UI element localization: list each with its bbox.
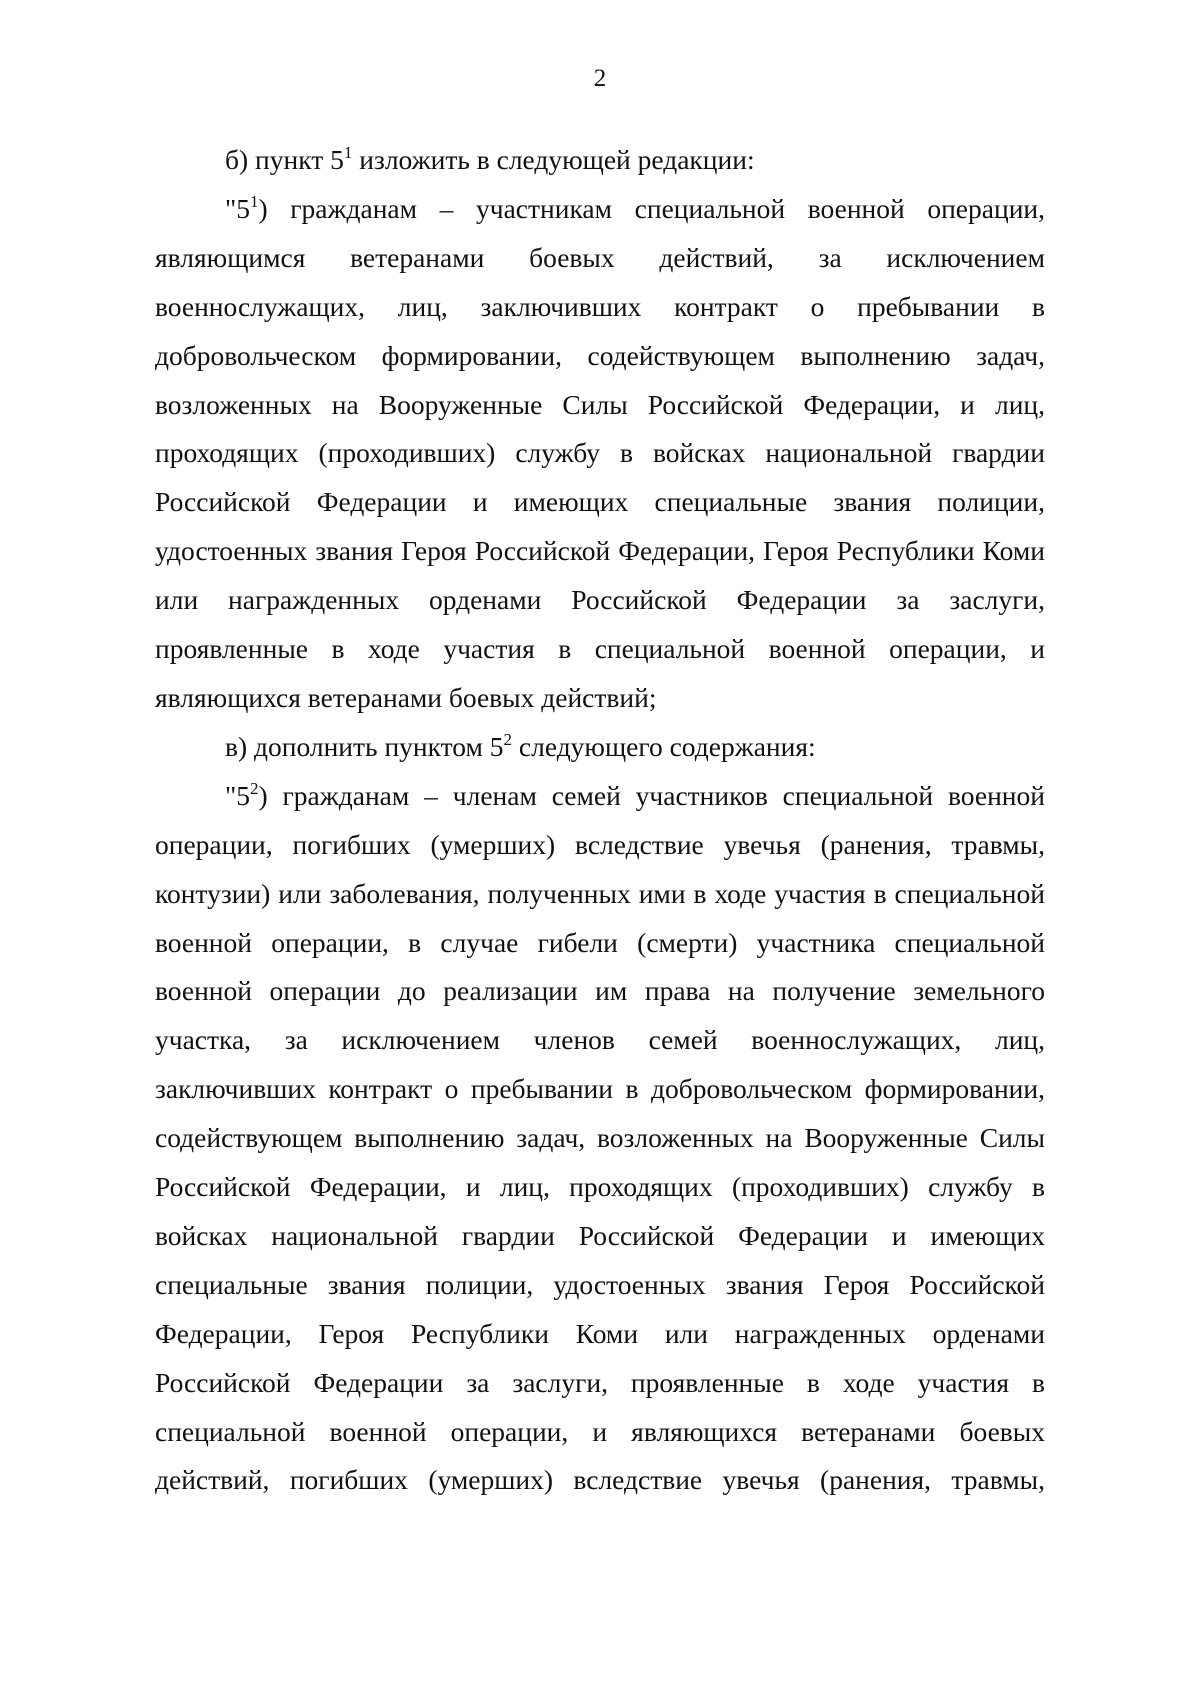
- superscript-2: 2: [503, 729, 513, 749]
- paragraph-b-intro-text: б) пункт 5: [225, 144, 344, 175]
- paragraph-item-5-2-number: "5: [225, 779, 250, 811]
- superscript-1: 1: [343, 143, 353, 162]
- paragraph-v-intro: [155, 723, 1045, 772]
- paragraph-v-intro-text-end: следующего содержания:: [512, 730, 816, 762]
- paragraph-item-5-1-number: "5: [225, 192, 250, 224]
- paragraph-v-intro-text: в) дополнить пунктом 5: [225, 730, 504, 762]
- paragraph-item-5-1-text: ) гражданам – участникам специальной военной операции, являющимся ветеранами боевых действий, за исключением военнослужащих, лиц, заключивших контракт о пребывании в добровольческом формировании, содействующем выполнению задач, возложенных на Вооруженные Силы Российской Федерации, и лиц, проходящих (проходивших) службу в войсках национальной гвардии Российской Федерации и имеющих специальные звания полиции, удостоенных звания Героя Российской Федерации, Героя Республики Коми или награжденных орденами Российской Федерации за заслуги, проявленные в ходе участия в специальной военной операции, и являющихся ветеранами боевых действий;: [155, 192, 1045, 713]
- paragraph-item-5-1: [155, 185, 1045, 723]
- paragraph-item-5-2-text: ) гражданам – членам семей участников специальной военной операции, погибших (умерших) вследствие увечья (ранения, травмы, контузии) или заболевания, полученных ими в ходе участия в специальной военной операции, в случае гибели (смерти) участника специальной военной операции до реализации им права на получение земельного участка, за исключением членов семей военнослужащих, лиц, заключивших контракт о пребывании в добровольческом формировании, содействующем выполнению задач, возложенных на Вооруженные Силы Российской Федерации, и лиц, проходящих (проходивших) службу в войсках национальной гвардии Российской Федерации и имеющих специальные звания полиции, удостоенных звания Героя Российской Федерации, Героя Республики Коми или награжденных орденами Российской Федерации за заслуги, проявленные в ходе участия в специальной военной операции, и являющихся ветеранами боевых действий, погибших (умерших) вследствие увечья (ранения, травмы,: [155, 779, 1045, 1496]
- superscript-1: 1: [249, 191, 259, 211]
- superscript-2: 2: [249, 778, 259, 798]
- page-number: 2: [593, 65, 607, 92]
- paragraph-item-5-2: [155, 772, 1045, 1506]
- document-body: [155, 136, 1045, 1505]
- paragraph-b-intro-text-end: изложить в следующей редакции:: [352, 144, 755, 175]
- paragraph-b-intro: [155, 136, 1045, 185]
